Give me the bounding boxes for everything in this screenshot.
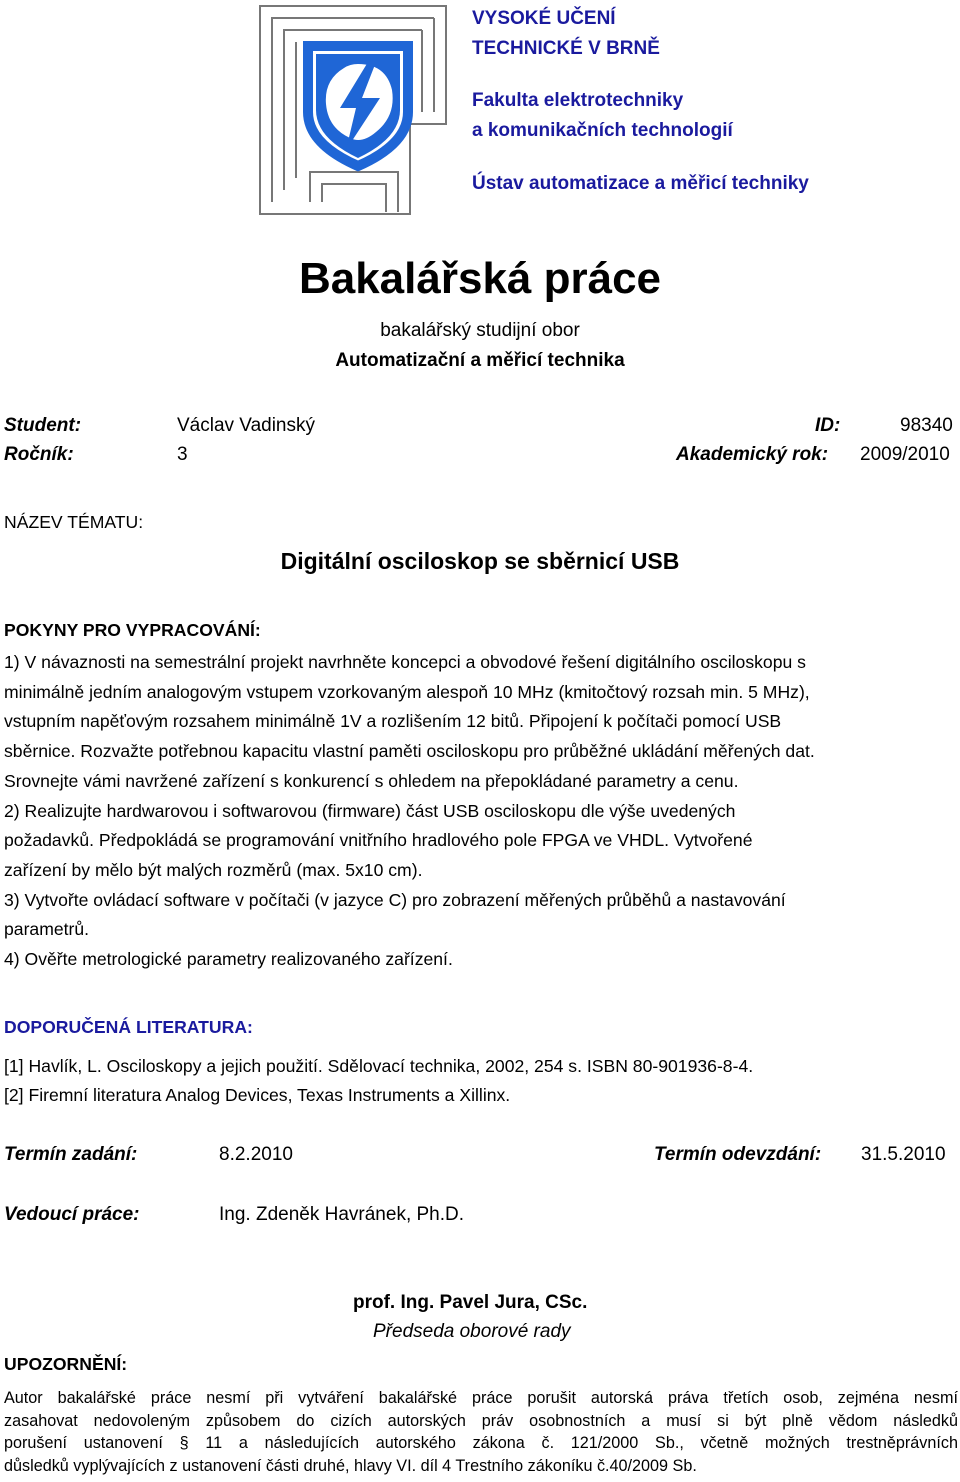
id-value: 98340 bbox=[900, 415, 953, 436]
due-date-value: 31.5.2010 bbox=[861, 1144, 946, 1165]
warning-label: UPOZORNĚNÍ: bbox=[4, 1354, 128, 1374]
faculty-name-line2: a komunikačních technologií bbox=[472, 120, 733, 141]
warning-line: důsledků vyplývajících z ustanovení části druhé, hlavy VI. díl 4 Trestního zákoníku č.40/2009 Sb. bbox=[4, 1456, 697, 1475]
institute-name: Ústav automatizace a měřicí techniky bbox=[472, 173, 809, 194]
topic-label: NÁZEV TÉMATU: bbox=[4, 512, 144, 532]
supervisor-label: Vedoucí práce: bbox=[4, 1204, 140, 1225]
instruction-line: minimálně jedním analogovým vstupem vzorkovaným alespoň 10 MHz (kmitočtový rozsah min. 5 MHz), bbox=[4, 681, 810, 702]
student-label: Student: bbox=[4, 415, 82, 436]
warning-line: Autor bakalářské práce nesmí při vytváření bakalářské práce porušit autorská práva třetích osob, zejména nesmí bbox=[4, 1389, 958, 1407]
literature-item: [2] Firemní literatura Analog Devices, Texas Instruments a Xillinx. bbox=[4, 1085, 511, 1105]
instruction-line: 1) V návaznosti na semestrální projekt navrhněte koncepci a obvodové řešení digitálního osciloskopu s bbox=[4, 652, 806, 672]
study-program: Automatizační a měřicí technika bbox=[335, 350, 625, 371]
chair-name: prof. Ing. Pavel Jura, CSc. bbox=[353, 1292, 588, 1313]
university-logo-icon bbox=[258, 4, 448, 216]
topic-title: Digitální osciloskop se sběrnicí USB bbox=[280, 548, 680, 574]
instructions-label: POKYNY PRO VYPRACOVÁNÍ: bbox=[4, 620, 261, 640]
year-label: Ročník: bbox=[4, 444, 74, 465]
instruction-line: sběrnice. Rozvažte potřebnou kapacitu vlastní paměti osciloskopu pro průběžné ukládání měřených dat. bbox=[4, 741, 815, 762]
literature-label: DOPORUČENÁ LITERATURA: bbox=[4, 1017, 253, 1037]
supervisor-value: Ing. Zdeněk Havránek, Ph.D. bbox=[219, 1204, 465, 1225]
id-label: ID: bbox=[815, 415, 841, 436]
literature-item: [1] Havlík, L. Osciloskopy a jejich použití. Sdělovací technika, 2002, 254 s. ISBN 80-901936-8-4. bbox=[4, 1056, 754, 1076]
chair-role: Předseda oborové rady bbox=[373, 1321, 571, 1342]
warning-line: zasahovat nedovoleným způsobem do cizích autorských práv osobnostních a musí si být plně vědom následků bbox=[4, 1411, 958, 1430]
assigned-date-value: 8.2.2010 bbox=[219, 1144, 293, 1165]
warning-line: porušení ustanovení § 11 a následujících autorského zákona č. 121/2000 Sb., včetně možných trestněprávních bbox=[4, 1434, 958, 1453]
university-name-line2: TECHNICKÉ V BRNĚ bbox=[472, 38, 660, 59]
instruction-line: 2) Realizujte hardwarovou i softwarovou (firmware) část USB osciloskopu dle výše uvedených bbox=[4, 800, 736, 821]
instruction-line: požadavků. Předpokládá se programování vnitřního hradlového pole FPGA ve VHDL. Vytvořené bbox=[4, 830, 753, 851]
academic-year-label: Akademický rok: bbox=[676, 444, 829, 465]
assigned-date-label: Termín zadání: bbox=[4, 1144, 138, 1165]
academic-year-value: 2009/2010 bbox=[860, 444, 950, 465]
instructions-body bbox=[4, 648, 954, 975]
year-value: 3 bbox=[177, 444, 188, 465]
instruction-line: 4) Ověřte metrologické parametry realizovaného zařízení. bbox=[4, 949, 453, 970]
warning-body bbox=[4, 1387, 958, 1477]
instruction-line: Srovnejte vámi navržené zařízení s konkurencí s ohledem na přepokládané parametry a cenu. bbox=[4, 770, 739, 791]
document-title: Bakalářská práce bbox=[298, 254, 662, 303]
university-name-line1: VYSOKÉ UČENÍ bbox=[472, 8, 616, 29]
instruction-line: 3) Vytvořte ovládací software v počítači (v jazyce C) pro zobrazení měřených průběhů a nastavování bbox=[4, 889, 786, 910]
instruction-line: parametrů. bbox=[4, 919, 90, 940]
study-type: bakalářský studijní obor bbox=[380, 320, 580, 341]
instruction-line: vstupním napěťovým rozsahem minimálně 1V a rozlišením 12 bitů. Připojení k počítači pomocí USB bbox=[4, 711, 782, 732]
student-value: Václav Vadinský bbox=[177, 415, 315, 436]
instruction-line: zařízení by mělo být malých rozměrů (max. 5x10 cm). bbox=[4, 859, 423, 880]
due-date-label: Termín odevzdání: bbox=[654, 1144, 822, 1165]
faculty-name-line1: Fakulta elektrotechniky bbox=[472, 90, 684, 111]
